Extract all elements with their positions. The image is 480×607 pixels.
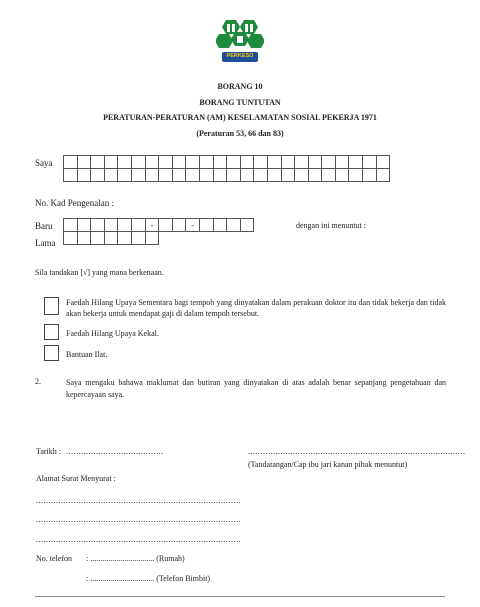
address-line[interactable]: .................................................................................. <box>36 535 241 544</box>
phone-label: No. telefon <box>36 554 72 563</box>
signature-field[interactable]: ....................................................................................... <box>248 447 466 456</box>
option-checkbox-temporary[interactable] <box>44 297 59 315</box>
ic-title: No. Kad Pengenalan : <box>35 198 114 208</box>
logo-text: PERKESO <box>226 53 254 59</box>
address-label: Alamat Surat Menyurat : <box>36 474 116 483</box>
form-title: BORANG TUNTUTAN <box>199 98 281 107</box>
ic-old-boxes[interactable] <box>63 231 158 245</box>
regulation-subtitle: (Peraturan 53, 66 dan 83) <box>196 129 284 138</box>
declaration-number: 2. <box>35 377 41 386</box>
date-field[interactable]: ....................................... <box>66 447 164 456</box>
ic-dash: - <box>185 218 200 232</box>
ic-baru-label: Baru <box>35 221 53 231</box>
form-number: BORANG 10 <box>217 82 263 91</box>
date-label: Tarikh : <box>36 447 61 456</box>
footer-divider <box>35 596 445 597</box>
saya-label: Saya <box>35 158 53 168</box>
option-text-permanent: Faedah Hilang Upaya Kekal. <box>66 329 159 338</box>
claim-text: dengan ini menuntut : <box>296 221 366 230</box>
address-line[interactable]: .................................................................................. <box>36 496 241 505</box>
signature-caption: (Tandatangan/Cap ibu jari kanan pihak menuntut) <box>248 460 408 469</box>
name-boxes-row-2[interactable] <box>63 168 389 182</box>
address-line[interactable]: .................................................................................. <box>36 515 241 524</box>
option-text-ilat: Bantuan Ilat. <box>66 350 108 359</box>
ic-dash: - <box>145 218 160 232</box>
regulation-title: PERATURAN-PERATURAN (AM) KESELAMATAN SOSIAL PEKERJA 1971 <box>103 113 377 122</box>
option-checkbox-ilat[interactable] <box>44 345 59 361</box>
instruction-text: Sila tandakan [√] yang mana berkenaan. <box>35 268 164 277</box>
option-text-temporary: Faedah Hilang Upaya Sementara bagi tempoh yang dinyatakan dalam perakuan doktor itu dan tidak bekerja dan tidak akan bekerja untuk mendapat gaji di dalam tempoh tersebut. <box>66 298 446 318</box>
phone-mobile-field[interactable]: : ................................ (Telefon Bimbit) <box>86 574 211 583</box>
ic-lama-label: Lama <box>35 238 56 248</box>
option-checkbox-permanent[interactable] <box>44 324 59 340</box>
name-boxes-row-1[interactable] <box>63 155 389 169</box>
perkeso-logo <box>216 18 264 64</box>
phone-home-field[interactable]: : ................................ (Rumah) <box>86 554 185 563</box>
ic-new-boxes[interactable] <box>63 218 253 232</box>
declaration-text: Saya mengaku bahawa maklumat dan butiran yang dinyatakan di atas adalah benar sepanjang pengetahuan dan kepercayaan saya. <box>66 378 446 399</box>
